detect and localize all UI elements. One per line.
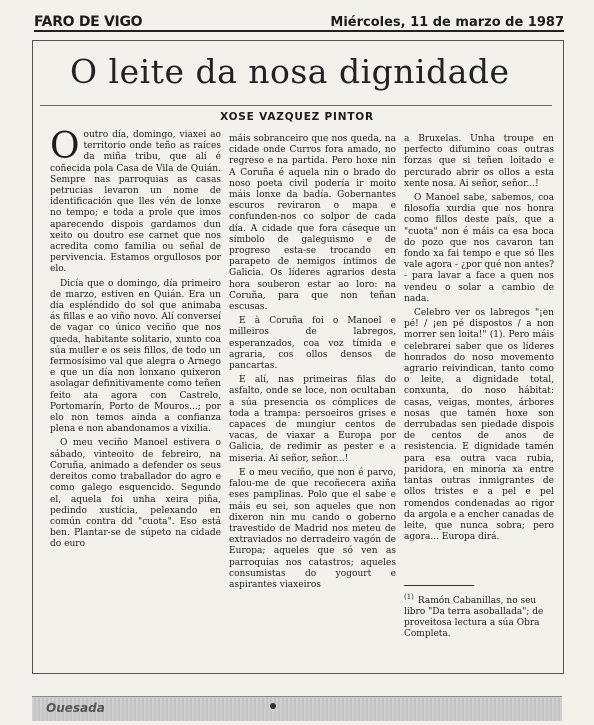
strip-label: Ouesada xyxy=(46,701,105,715)
footnote-divider xyxy=(404,585,474,586)
paper-name: FARO DE VIGO xyxy=(34,14,143,30)
article-column-1 xyxy=(50,126,221,554)
article-column-3 xyxy=(404,134,554,546)
footnote-mark: (1) xyxy=(404,593,414,601)
publication-date: Miércoles, 11 de marzo de 1987 xyxy=(330,15,564,30)
footnote xyxy=(404,592,554,640)
paragraph: E à Coruña foi o Manoel e milleiros de labregos, esperanzados, coa voz tímida e agraria, cos ollos densos de pancartas. xyxy=(229,316,396,372)
footnote-text: Ramón Cabanillas, no seu libro "Da terra asoballada"; de proveitosa lectura a súa Obra Completa. xyxy=(404,596,544,639)
paragraph xyxy=(50,126,221,276)
paragraph: O Manoel sabe, sabemos, coa filosofía xurdia que nos honra como fillos deste país, que a "cuota" non é máis ca esa boca do pozo que nos cavaron tan fondo xa fai tempo e que só lles vale agora - ¿por qué non antes? - para lavar a face a quen nos vendeu o solar a cambio de nada. xyxy=(404,193,554,304)
paragraph: a Bruxelas. Unha troupe en perfecto difumino coas outras forzas que si teñen loitado e percurado abrir os ollos a esta xente nosa. Ai señor, señor...! xyxy=(404,134,554,189)
paragraph: O meu veciño Manoel estivera o sábado, vinteoito de febreiro, na Coruña, animado a defender os seus dereitos como traballador do agro e como galego esquencido. Segundo el, aquela foi unha xeira piña, pedindo xustícia, pelexando en común contra dd "cuota". Eso está ben. Plantar-se de súpeto na cidade do euro xyxy=(50,438,221,550)
ornament-mark xyxy=(270,703,276,709)
paragraph: Dicía que o domingo, día primeiro de marzo, estiven en Quián. Era un día espléndido do sol que animaba ás fillas e ao viño novo. Alí converseí de vagar co único veciño que nos queda, habitante solitario, xunto coa súa muller e os seis fillos, de todo un fermosísimo val que alegra o Arnego e que un día non lonxano quixeron asolagar definitivamente como teñen feito ata agora con Castrelo, Portomarín, Porto de Mouros...; por elo non temos ainda a confianza plena e non abandonamos a vixilia. xyxy=(50,278,221,435)
paragraph: máis sobranceiro que nos queda, na cidade onde Curros fora amado, no regreso e na partida. Pero hoxe nin A Coruña é aquela nin o brado do noso poeta civil podería ir moito máis lonxe da badía. Gobernantes escuros reviraron o mapa e confunden-nos co solpor de cada día. A cidade que fora cáseque un símbolo de galeguismo e de progreso esta-se trocando en parapeto de nemigos íntimos de Galicia. Os líderes agrarios desta hora souberon estar ao loro: na Coruña, para que non teñan escusas. xyxy=(229,134,396,313)
article-byline: XOSE VAZQUEZ PINTOR xyxy=(220,111,374,123)
paragraph: Celebro ver os labregos "¡en pé! / ¡en pé dispostos / a non morrer sen loita!" (1). Pero máis celebrarei saber que os líderes honrados do noso movemento agrario reivindican, tanto como o leite, a dignidade total, conxunta, do noso hábitat: casas, veigas, montes, árbores nosas que tamén hoxe son derrubadas sen piedade dispois de centos de anos de resistencia. E dignidade tamén para esa outra vaca rubia, paridora, en minoría xa entre tantas outras inmigrantes de ollos tristes e a pel e pel romendos condenadas ao rigor da argola e a encher canadas de leite, que nunca sobra; pero agora... Europa dirá. xyxy=(404,308,554,543)
bottom-strip xyxy=(32,696,562,721)
masthead xyxy=(34,6,564,32)
headline-divider xyxy=(40,105,552,106)
article-column-2 xyxy=(229,134,396,594)
paragraph-text: outro día, domingo, viaxei ao territorio onde teño as raíces da miña tribu, que alí é coñecida pola Casa de Vila de Quián. Sempre nas parroquias as casas petrucias levaron un nome de identificación que lles vén de lonxe no tempo; e toda a prole que imos aparecendo dispois gardamos dun xeito ou doutro ese carnet que nos acredita como familia ou señal de pervivencia. Estamos orgullosos por elo. xyxy=(50,130,221,275)
paragraph: E alí, nas primeiras filas do asfalto, onde se loce, non ocultaban a súa presencia os cómplices de toda a trampa: persoeiros grises e capaces de mungiur centos de vacas, de viaxar a Europa por Galicia, de redimir as pester e a miseria. Ai señor, señor...! xyxy=(229,375,396,464)
paragraph: E o meu veciño, que non é parvo, falou-me de que recoñecera axiña eses pamplinas. Polo que el sabe e máis eu sei, son aqueles que non dixeron nin mu cando o goberno travestido de Madrid nos meteu de extraviados no derradeiro vagón de Europa; aqueles que só ven as parroquias nos catastros; aqueles consumistas do yogourt e aspirantes viaxeiros xyxy=(229,467,396,590)
article-headline: O leite da nosa dignidade xyxy=(70,52,510,91)
drop-cap: O xyxy=(50,126,80,167)
